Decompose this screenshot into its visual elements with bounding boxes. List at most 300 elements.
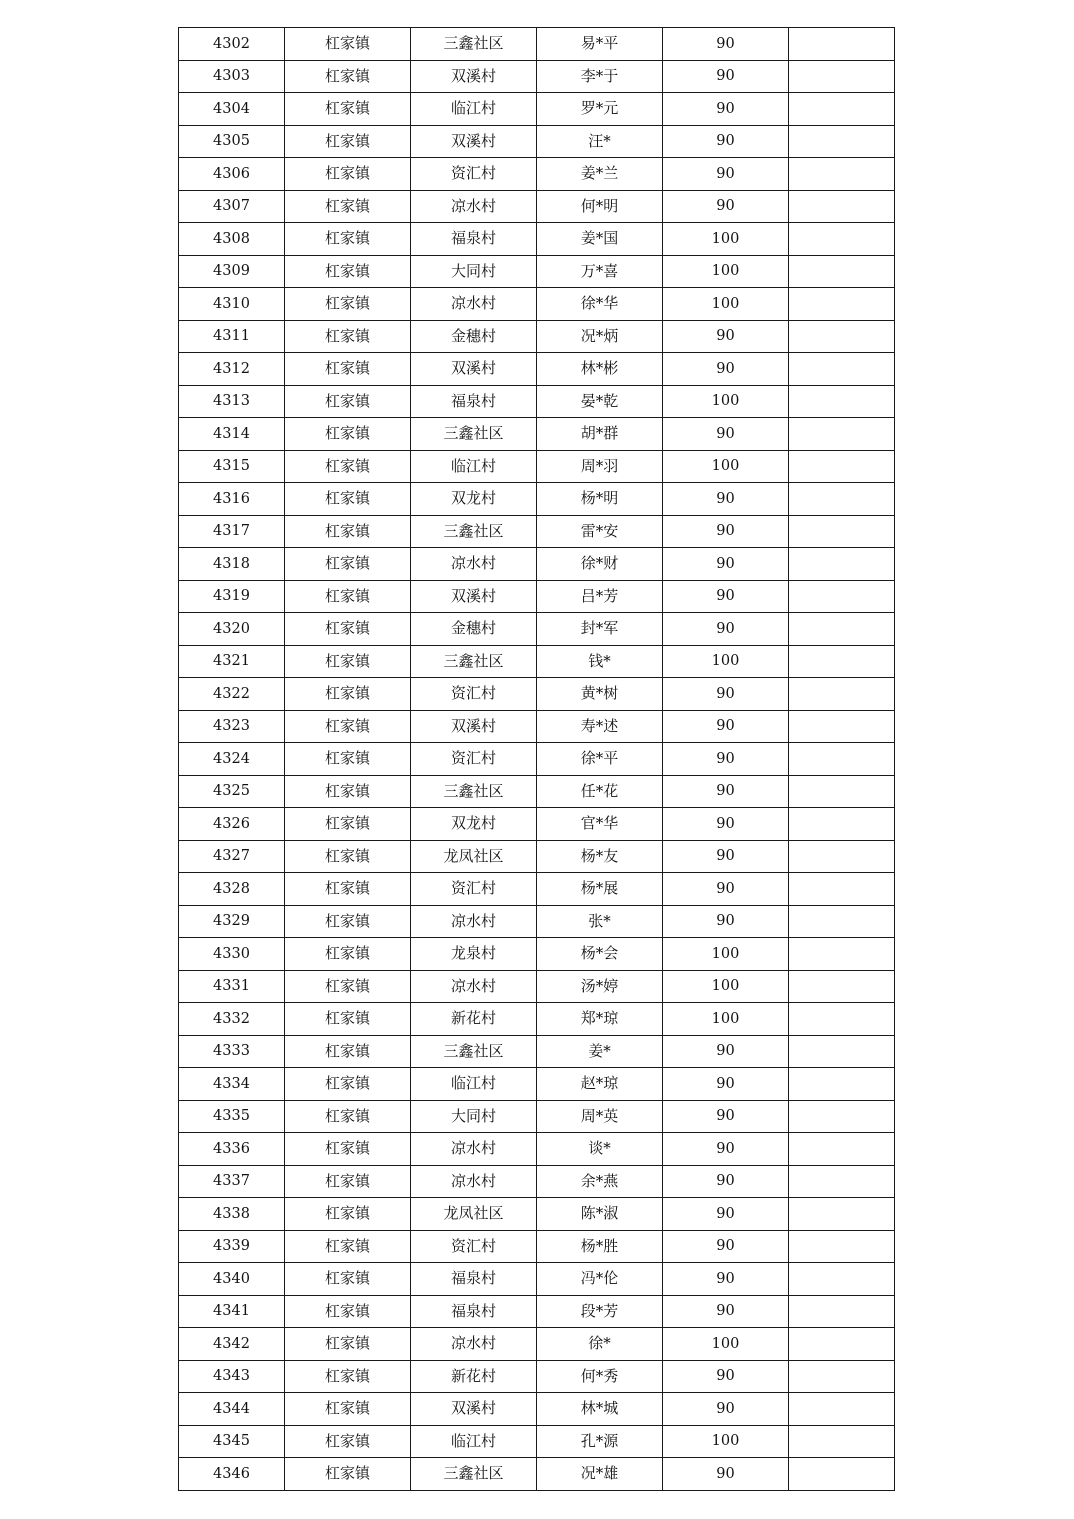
remark-cell xyxy=(789,515,895,548)
village-cell: 三鑫社区 xyxy=(411,28,537,61)
amount-cell: 100 xyxy=(663,450,789,483)
person-name-cell: 罗*元 xyxy=(537,93,663,126)
table-row xyxy=(179,1393,895,1426)
table-row xyxy=(179,125,895,158)
person-name-cell: 封*军 xyxy=(537,613,663,646)
person-name-cell: 谈* xyxy=(537,1133,663,1166)
village-cell: 龙泉村 xyxy=(411,938,537,971)
table-row xyxy=(179,1425,895,1458)
person-name-cell: 郑*琼 xyxy=(537,1003,663,1036)
village-cell: 凉水村 xyxy=(411,1133,537,1166)
town-cell: 杠家镇 xyxy=(285,678,411,711)
remark-cell xyxy=(789,678,895,711)
remark-cell xyxy=(789,743,895,776)
amount-cell: 90 xyxy=(663,320,789,353)
remark-cell xyxy=(789,28,895,61)
serial-number-cell: 4321 xyxy=(179,645,285,678)
table-row xyxy=(179,645,895,678)
person-name-cell: 杨*友 xyxy=(537,840,663,873)
village-cell: 资汇村 xyxy=(411,158,537,191)
amount-cell: 90 xyxy=(663,353,789,386)
table-row xyxy=(179,710,895,743)
serial-number-cell: 4343 xyxy=(179,1360,285,1393)
town-cell: 杠家镇 xyxy=(285,1003,411,1036)
amount-cell: 90 xyxy=(663,613,789,646)
village-cell: 三鑫社区 xyxy=(411,775,537,808)
town-cell: 杠家镇 xyxy=(285,1360,411,1393)
serial-number-cell: 4323 xyxy=(179,710,285,743)
town-cell: 杠家镇 xyxy=(285,1458,411,1491)
amount-cell: 100 xyxy=(663,1425,789,1458)
town-cell: 杠家镇 xyxy=(285,158,411,191)
town-cell: 杠家镇 xyxy=(285,1100,411,1133)
village-cell: 资汇村 xyxy=(411,1230,537,1263)
remark-cell xyxy=(789,905,895,938)
table-row xyxy=(179,1100,895,1133)
remark-cell xyxy=(789,1198,895,1231)
remark-cell xyxy=(789,60,895,93)
town-cell: 杠家镇 xyxy=(285,1295,411,1328)
village-cell: 大同村 xyxy=(411,255,537,288)
person-name-cell: 汪* xyxy=(537,125,663,158)
table-row xyxy=(179,93,895,126)
serial-number-cell: 4340 xyxy=(179,1263,285,1296)
amount-cell: 90 xyxy=(663,873,789,906)
amount-cell: 90 xyxy=(663,93,789,126)
serial-number-cell: 4334 xyxy=(179,1068,285,1101)
town-cell: 杠家镇 xyxy=(285,385,411,418)
remark-cell xyxy=(789,1458,895,1491)
village-cell: 双溪村 xyxy=(411,60,537,93)
table-row xyxy=(179,1035,895,1068)
remark-cell xyxy=(789,1165,895,1198)
serial-number-cell: 4344 xyxy=(179,1393,285,1426)
amount-cell: 90 xyxy=(663,840,789,873)
person-name-cell: 杨*展 xyxy=(537,873,663,906)
town-cell: 杠家镇 xyxy=(285,93,411,126)
serial-number-cell: 4341 xyxy=(179,1295,285,1328)
table-row xyxy=(179,1003,895,1036)
remark-cell xyxy=(789,1328,895,1361)
town-cell: 杠家镇 xyxy=(285,1068,411,1101)
table-row xyxy=(179,1068,895,1101)
serial-number-cell: 4329 xyxy=(179,905,285,938)
person-name-cell: 姜*国 xyxy=(537,223,663,256)
amount-cell: 90 xyxy=(663,548,789,581)
town-cell: 杠家镇 xyxy=(285,1035,411,1068)
town-cell: 杠家镇 xyxy=(285,255,411,288)
person-name-cell: 赵*琼 xyxy=(537,1068,663,1101)
remark-cell xyxy=(789,1230,895,1263)
town-cell: 杠家镇 xyxy=(285,970,411,1003)
town-cell: 杠家镇 xyxy=(285,938,411,971)
village-cell: 双溪村 xyxy=(411,580,537,613)
remark-cell xyxy=(789,645,895,678)
village-cell: 临江村 xyxy=(411,93,537,126)
town-cell: 杠家镇 xyxy=(285,1328,411,1361)
remark-cell xyxy=(789,775,895,808)
amount-cell: 90 xyxy=(663,190,789,223)
person-name-cell: 周*英 xyxy=(537,1100,663,1133)
remark-cell xyxy=(789,450,895,483)
town-cell: 杠家镇 xyxy=(285,613,411,646)
serial-number-cell: 4336 xyxy=(179,1133,285,1166)
serial-number-cell: 4325 xyxy=(179,775,285,808)
town-cell: 杠家镇 xyxy=(285,125,411,158)
table-row xyxy=(179,1133,895,1166)
serial-number-cell: 4322 xyxy=(179,678,285,711)
person-name-cell: 万*喜 xyxy=(537,255,663,288)
remark-cell xyxy=(789,320,895,353)
amount-cell: 90 xyxy=(663,418,789,451)
remark-cell xyxy=(789,613,895,646)
remark-cell xyxy=(789,710,895,743)
table-row xyxy=(179,613,895,646)
table-row xyxy=(179,320,895,353)
amount-cell: 100 xyxy=(663,1328,789,1361)
person-name-cell: 孔*源 xyxy=(537,1425,663,1458)
village-cell: 福泉村 xyxy=(411,223,537,256)
remark-cell xyxy=(789,190,895,223)
town-cell: 杠家镇 xyxy=(285,548,411,581)
town-cell: 杠家镇 xyxy=(285,28,411,61)
person-name-cell: 冯*伦 xyxy=(537,1263,663,1296)
person-name-cell: 余*燕 xyxy=(537,1165,663,1198)
serial-number-cell: 4333 xyxy=(179,1035,285,1068)
serial-number-cell: 4330 xyxy=(179,938,285,971)
town-cell: 杠家镇 xyxy=(285,1393,411,1426)
village-cell: 双龙村 xyxy=(411,808,537,841)
table-row xyxy=(179,873,895,906)
table-row xyxy=(179,515,895,548)
town-cell: 杠家镇 xyxy=(285,1165,411,1198)
remark-cell xyxy=(789,418,895,451)
town-cell: 杠家镇 xyxy=(285,515,411,548)
remark-cell xyxy=(789,223,895,256)
remark-cell xyxy=(789,1100,895,1133)
amount-cell: 100 xyxy=(663,385,789,418)
town-cell: 杠家镇 xyxy=(285,905,411,938)
person-name-cell: 官*华 xyxy=(537,808,663,841)
amount-cell: 90 xyxy=(663,515,789,548)
amount-cell: 100 xyxy=(663,223,789,256)
amount-cell: 90 xyxy=(663,1458,789,1491)
remark-cell xyxy=(789,1393,895,1426)
town-cell: 杠家镇 xyxy=(285,1133,411,1166)
table-row xyxy=(179,1198,895,1231)
remark-cell xyxy=(789,1360,895,1393)
amount-cell: 90 xyxy=(663,775,789,808)
table-row xyxy=(179,353,895,386)
serial-number-cell: 4346 xyxy=(179,1458,285,1491)
village-cell: 凉水村 xyxy=(411,1165,537,1198)
table-row xyxy=(179,970,895,1003)
town-cell: 杠家镇 xyxy=(285,710,411,743)
table-row xyxy=(179,840,895,873)
serial-number-cell: 4319 xyxy=(179,580,285,613)
village-cell: 新花村 xyxy=(411,1360,537,1393)
serial-number-cell: 4304 xyxy=(179,93,285,126)
amount-cell: 90 xyxy=(663,1035,789,1068)
village-cell: 新花村 xyxy=(411,1003,537,1036)
person-name-cell: 周*羽 xyxy=(537,450,663,483)
amount-cell: 90 xyxy=(663,1165,789,1198)
village-cell: 福泉村 xyxy=(411,1295,537,1328)
town-cell: 杠家镇 xyxy=(285,808,411,841)
amount-cell: 100 xyxy=(663,938,789,971)
town-cell: 杠家镇 xyxy=(285,450,411,483)
village-cell: 凉水村 xyxy=(411,190,537,223)
village-cell: 双溪村 xyxy=(411,125,537,158)
person-name-cell: 徐*华 xyxy=(537,288,663,321)
table-row xyxy=(179,938,895,971)
remark-cell xyxy=(789,1003,895,1036)
remark-cell xyxy=(789,288,895,321)
person-name-cell: 林*城 xyxy=(537,1393,663,1426)
village-cell: 三鑫社区 xyxy=(411,1035,537,1068)
serial-number-cell: 4311 xyxy=(179,320,285,353)
village-cell: 福泉村 xyxy=(411,385,537,418)
amount-cell: 100 xyxy=(663,255,789,288)
amount-cell: 90 xyxy=(663,1263,789,1296)
person-name-cell: 易*平 xyxy=(537,28,663,61)
amount-cell: 90 xyxy=(663,1360,789,1393)
amount-cell: 90 xyxy=(663,28,789,61)
serial-number-cell: 4335 xyxy=(179,1100,285,1133)
table-body xyxy=(179,28,895,1491)
serial-number-cell: 4324 xyxy=(179,743,285,776)
amount-cell: 90 xyxy=(663,743,789,776)
village-cell: 金穗村 xyxy=(411,613,537,646)
table-row xyxy=(179,60,895,93)
table-row xyxy=(179,1328,895,1361)
amount-cell: 90 xyxy=(663,905,789,938)
town-cell: 杠家镇 xyxy=(285,223,411,256)
table-row xyxy=(179,1360,895,1393)
person-name-cell: 况*雄 xyxy=(537,1458,663,1491)
table-row xyxy=(179,743,895,776)
table-row xyxy=(179,905,895,938)
remark-cell xyxy=(789,1295,895,1328)
table-row xyxy=(179,548,895,581)
village-cell: 三鑫社区 xyxy=(411,645,537,678)
person-name-cell: 何*明 xyxy=(537,190,663,223)
amount-cell: 90 xyxy=(663,60,789,93)
person-name-cell: 李*于 xyxy=(537,60,663,93)
remark-cell xyxy=(789,483,895,516)
remark-cell xyxy=(789,125,895,158)
town-cell: 杠家镇 xyxy=(285,60,411,93)
amount-cell: 100 xyxy=(663,288,789,321)
serial-number-cell: 4331 xyxy=(179,970,285,1003)
remark-cell xyxy=(789,353,895,386)
village-cell: 凉水村 xyxy=(411,970,537,1003)
remark-cell xyxy=(789,1263,895,1296)
serial-number-cell: 4308 xyxy=(179,223,285,256)
serial-number-cell: 4328 xyxy=(179,873,285,906)
person-name-cell: 任*花 xyxy=(537,775,663,808)
remark-cell xyxy=(789,970,895,1003)
town-cell: 杠家镇 xyxy=(285,483,411,516)
serial-number-cell: 4316 xyxy=(179,483,285,516)
person-name-cell: 汤*婷 xyxy=(537,970,663,1003)
remark-cell xyxy=(789,938,895,971)
table-row xyxy=(179,775,895,808)
person-name-cell: 陈*淑 xyxy=(537,1198,663,1231)
table-row xyxy=(179,288,895,321)
amount-cell: 90 xyxy=(663,1068,789,1101)
table-row xyxy=(179,418,895,451)
table-row xyxy=(179,1263,895,1296)
town-cell: 杠家镇 xyxy=(285,645,411,678)
amount-cell: 90 xyxy=(663,483,789,516)
serial-number-cell: 4339 xyxy=(179,1230,285,1263)
amount-cell: 90 xyxy=(663,125,789,158)
person-name-cell: 段*芳 xyxy=(537,1295,663,1328)
serial-number-cell: 4338 xyxy=(179,1198,285,1231)
person-name-cell: 吕*芳 xyxy=(537,580,663,613)
table-row xyxy=(179,1458,895,1491)
village-cell: 凉水村 xyxy=(411,548,537,581)
remark-cell xyxy=(789,1068,895,1101)
village-cell: 临江村 xyxy=(411,1068,537,1101)
serial-number-cell: 4309 xyxy=(179,255,285,288)
remark-cell xyxy=(789,840,895,873)
town-cell: 杠家镇 xyxy=(285,743,411,776)
serial-number-cell: 4320 xyxy=(179,613,285,646)
serial-number-cell: 4314 xyxy=(179,418,285,451)
person-name-cell: 姜*兰 xyxy=(537,158,663,191)
remark-cell xyxy=(789,158,895,191)
village-cell: 双溪村 xyxy=(411,710,537,743)
serial-number-cell: 4342 xyxy=(179,1328,285,1361)
table-row xyxy=(179,483,895,516)
village-cell: 资汇村 xyxy=(411,743,537,776)
village-cell: 双溪村 xyxy=(411,353,537,386)
village-cell: 凉水村 xyxy=(411,288,537,321)
serial-number-cell: 4318 xyxy=(179,548,285,581)
table-row xyxy=(179,28,895,61)
person-name-cell: 寿*述 xyxy=(537,710,663,743)
person-name-cell: 杨*胜 xyxy=(537,1230,663,1263)
town-cell: 杠家镇 xyxy=(285,1425,411,1458)
remark-cell xyxy=(789,548,895,581)
roster-table xyxy=(178,27,895,1491)
remark-cell xyxy=(789,255,895,288)
amount-cell: 90 xyxy=(663,580,789,613)
person-name-cell: 徐*平 xyxy=(537,743,663,776)
village-cell: 龙凤社区 xyxy=(411,1198,537,1231)
village-cell: 三鑫社区 xyxy=(411,1458,537,1491)
village-cell: 凉水村 xyxy=(411,905,537,938)
town-cell: 杠家镇 xyxy=(285,288,411,321)
table-row xyxy=(179,223,895,256)
amount-cell: 90 xyxy=(663,1133,789,1166)
amount-cell: 90 xyxy=(663,158,789,191)
serial-number-cell: 4337 xyxy=(179,1165,285,1198)
town-cell: 杠家镇 xyxy=(285,580,411,613)
person-name-cell: 张* xyxy=(537,905,663,938)
village-cell: 凉水村 xyxy=(411,1328,537,1361)
table-row xyxy=(179,580,895,613)
serial-number-cell: 4332 xyxy=(179,1003,285,1036)
village-cell: 临江村 xyxy=(411,450,537,483)
serial-number-cell: 4302 xyxy=(179,28,285,61)
amount-cell: 90 xyxy=(663,1198,789,1231)
amount-cell: 90 xyxy=(663,678,789,711)
village-cell: 金穗村 xyxy=(411,320,537,353)
amount-cell: 90 xyxy=(663,808,789,841)
remark-cell xyxy=(789,385,895,418)
village-cell: 资汇村 xyxy=(411,873,537,906)
serial-number-cell: 4312 xyxy=(179,353,285,386)
town-cell: 杠家镇 xyxy=(285,1263,411,1296)
person-name-cell: 徐* xyxy=(537,1328,663,1361)
person-name-cell: 杨*会 xyxy=(537,938,663,971)
remark-cell xyxy=(789,1035,895,1068)
town-cell: 杠家镇 xyxy=(285,873,411,906)
remark-cell xyxy=(789,808,895,841)
table-row xyxy=(179,450,895,483)
village-cell: 福泉村 xyxy=(411,1263,537,1296)
serial-number-cell: 4305 xyxy=(179,125,285,158)
serial-number-cell: 4307 xyxy=(179,190,285,223)
person-name-cell: 晏*乾 xyxy=(537,385,663,418)
town-cell: 杠家镇 xyxy=(285,190,411,223)
village-cell: 三鑫社区 xyxy=(411,418,537,451)
serial-number-cell: 4310 xyxy=(179,288,285,321)
person-name-cell: 徐*财 xyxy=(537,548,663,581)
amount-cell: 90 xyxy=(663,710,789,743)
serial-number-cell: 4345 xyxy=(179,1425,285,1458)
village-cell: 龙凤社区 xyxy=(411,840,537,873)
serial-number-cell: 4317 xyxy=(179,515,285,548)
person-name-cell: 况*炳 xyxy=(537,320,663,353)
town-cell: 杠家镇 xyxy=(285,1230,411,1263)
amount-cell: 90 xyxy=(663,1393,789,1426)
village-cell: 临江村 xyxy=(411,1425,537,1458)
person-name-cell: 何*秀 xyxy=(537,1360,663,1393)
town-cell: 杠家镇 xyxy=(285,418,411,451)
remark-cell xyxy=(789,1133,895,1166)
table-row xyxy=(179,385,895,418)
amount-cell: 90 xyxy=(663,1295,789,1328)
serial-number-cell: 4326 xyxy=(179,808,285,841)
amount-cell: 90 xyxy=(663,1230,789,1263)
table-row xyxy=(179,1230,895,1263)
table-row xyxy=(179,190,895,223)
town-cell: 杠家镇 xyxy=(285,320,411,353)
town-cell: 杠家镇 xyxy=(285,1198,411,1231)
person-name-cell: 雷*安 xyxy=(537,515,663,548)
serial-number-cell: 4313 xyxy=(179,385,285,418)
village-cell: 大同村 xyxy=(411,1100,537,1133)
town-cell: 杠家镇 xyxy=(285,353,411,386)
village-cell: 资汇村 xyxy=(411,678,537,711)
table-row xyxy=(179,158,895,191)
serial-number-cell: 4303 xyxy=(179,60,285,93)
person-name-cell: 钱* xyxy=(537,645,663,678)
village-cell: 双溪村 xyxy=(411,1393,537,1426)
amount-cell: 100 xyxy=(663,645,789,678)
serial-number-cell: 4315 xyxy=(179,450,285,483)
village-cell: 三鑫社区 xyxy=(411,515,537,548)
person-name-cell: 杨*明 xyxy=(537,483,663,516)
person-name-cell: 黄*树 xyxy=(537,678,663,711)
town-cell: 杠家镇 xyxy=(285,840,411,873)
serial-number-cell: 4327 xyxy=(179,840,285,873)
table-row xyxy=(179,808,895,841)
